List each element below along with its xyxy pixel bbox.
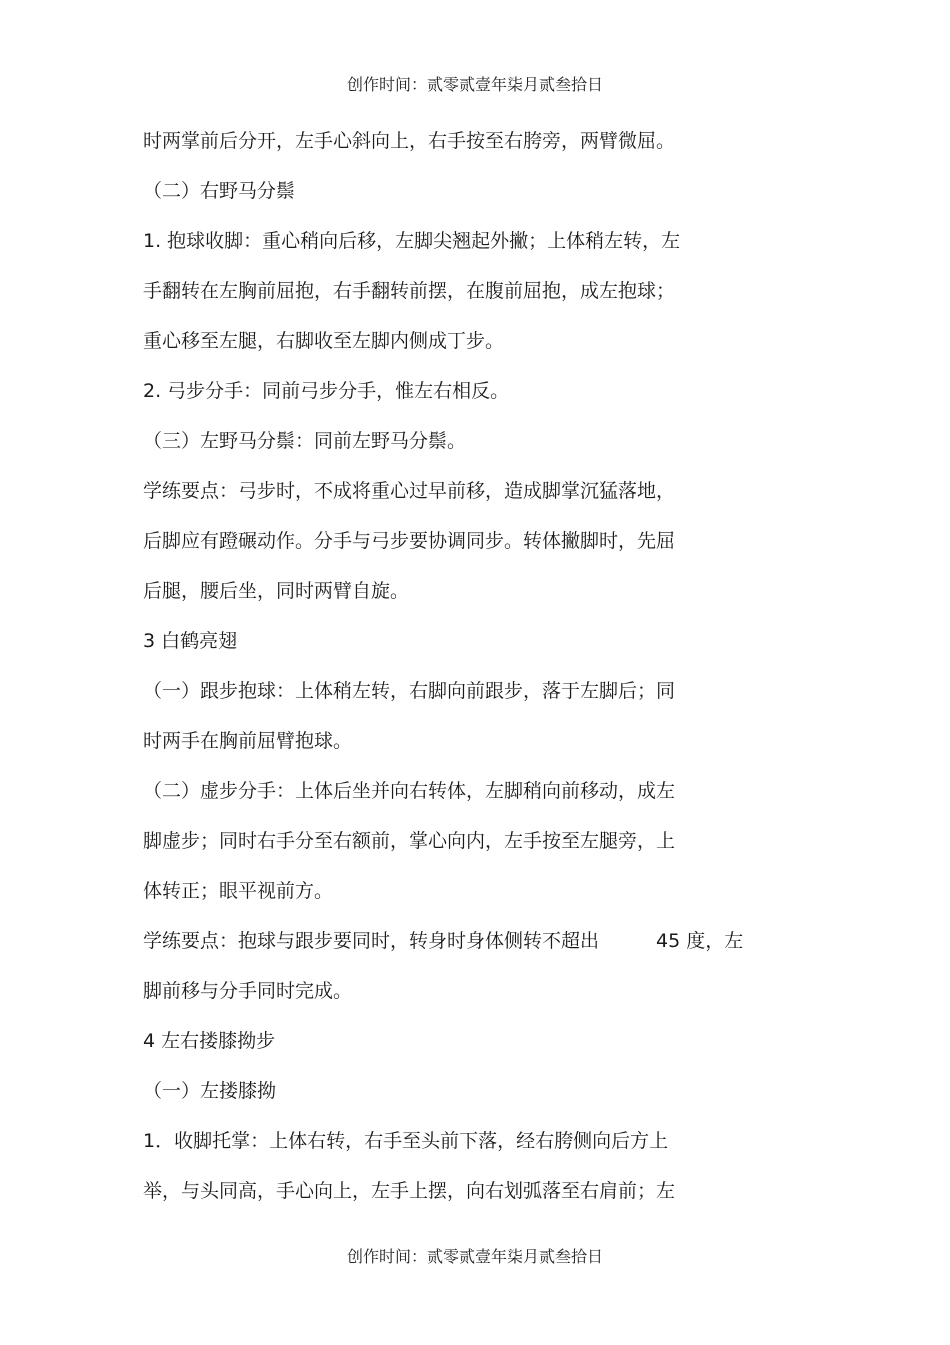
section-heading-white-crane: 3 白鹤亮翅 xyxy=(143,630,238,652)
text-line-follow-step: （一）跟步抱球：上体稍左转，右脚向前跟步，落于左脚后；同 xyxy=(143,680,676,702)
text-line: 重心移至左腿，右脚收至左脚内侧成丁步。 xyxy=(143,330,505,352)
subheading-left-brush-knee: （一）左搂膝拗 xyxy=(143,1080,277,1102)
page-header: 创作时间：贰零贰壹年柒月贰叁拾日 xyxy=(346,75,603,94)
section-heading-brush-knee: 4 左右搂膝拗步 xyxy=(143,1030,276,1052)
text-line-key-points: 学练要点：抱球与跟步要同时，转身时身体侧转不超出 45 度，左 xyxy=(143,930,744,952)
text-line: 后脚应有蹬碾动作。分手与弓步要协调同步。转体撇脚时，先屈 xyxy=(143,530,676,552)
text-line: 手翻转在左胸前屈抱，右手翻转前摆，在腹前屈抱，成左抱球； xyxy=(143,280,676,302)
text-line-step-1: 1. 抱球收脚：重心稍向后移，左脚尖翘起外撇；上体稍左转，左 xyxy=(143,230,681,252)
text-line-continuation: 时两掌前后分开，左手心斜向上，右手按至右胯旁，两臂微屈。 xyxy=(143,130,676,152)
text-line: 举，与头同高，手心向上，左手上摆，向右划弧落至右肩前；左 xyxy=(143,1180,676,1202)
text-line-step-1: 1．收脚托掌：上体右转，右手至头前下落，经右胯侧向后方上 xyxy=(143,1130,669,1152)
text-line: 时两手在胸前屈臂抱球。 xyxy=(143,730,353,752)
text-line-step-2: 2. 弓步分手：同前弓步分手，惟左右相反。 xyxy=(143,380,510,402)
subheading-right-wild-horse: （二）右野马分鬃 xyxy=(143,180,296,202)
text-line: 脚前移与分手同时完成。 xyxy=(143,980,353,1002)
page-footer: 创作时间：贰零贰壹年柒月贰叁拾日 xyxy=(346,1247,603,1266)
body-text xyxy=(143,126,843,1226)
text-line: 后腿，腰后坐，同时两臂自旋。 xyxy=(143,580,410,602)
text-line-empty-step: （二）虚步分手：上体后坐并向右转体，左脚稍向前移动，成左 xyxy=(143,780,676,802)
text-line: 脚虚步；同时右手分至右额前，掌心向内，左手按至左腿旁，上 xyxy=(143,830,676,852)
subheading-left-wild-horse: （三）左野马分鬃：同前左野马分鬃。 xyxy=(143,430,467,452)
text-line: 体转正；眼平视前方。 xyxy=(143,880,334,902)
text-line-key-points: 学练要点：弓步时，不成将重心过早前移，造成脚掌沉猛落地， xyxy=(143,480,676,502)
